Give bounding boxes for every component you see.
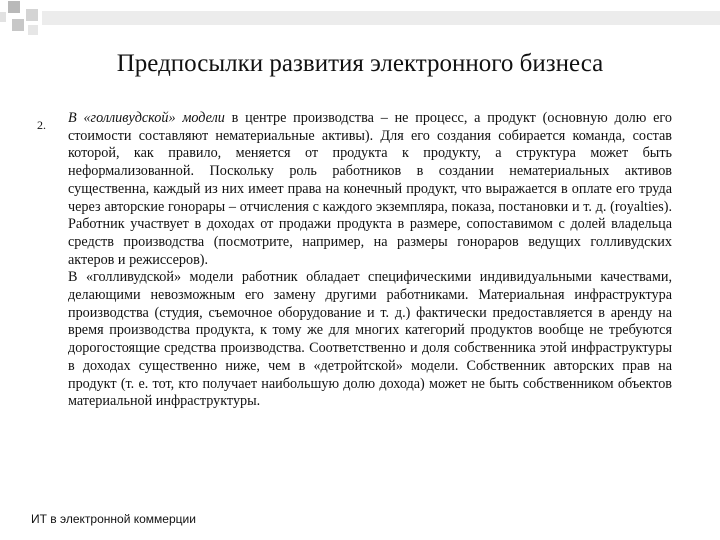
- slide-footer: ИТ в электронной коммерции: [31, 512, 196, 526]
- paragraph-1-text: в центре производства – не процесс, а продукт (основную долю его стоимости составляют нематериальные активы). Для его создания собирается команда, состав которой, как правило, меняется от продукта к продукту, а структура может быть неформализованной. Поскольку роль работников в создании нематериальных активов существенна, каждый из них имеет права на конечный продукт, что выражается в оплате его труда через авторские гонорары – отчисления с каждого экземпляра, показа, постановки и т. д. (royalties). Работник участвует в доходах от продажи продукта в размере, сопоставимом с долей владельца средств производства (посмотрите, например, на размеры гонораров ведущих голливудских актеров и режиссеров).: [68, 110, 672, 268]
- header-bar: [42, 11, 720, 25]
- paragraph-1-italic: В «голливудской» модели: [68, 110, 225, 126]
- header-decoration: [0, 0, 720, 40]
- slide-body: [68, 110, 672, 411]
- slide-title: Предпосылки развития электронного бизнеса: [116, 50, 604, 77]
- paragraph-2: В «голливудской» модели работник обладает специфическими индивидуальными качествами, делающими невозможным его замену другими работниками. Материальная инфраструктура производства (студия, съемочное оборудование и т. д.) фактически предоставляется в аренду на время производства продукта, к тому же для многих категорий продуктов вообще не требуются дорогостоящие средства производства. Соответственно и доля собственника этой инфраструктуры в доходах существенно ниже, чем в «детройтской» модели. Собственник авторских прав на продукт (т. е. тот, кто получает наибольшую долю дохода) может не быть собственником объектов материальной инфраструктуры.: [68, 269, 672, 410]
- header-square: [0, 12, 6, 22]
- header-square: [8, 1, 20, 13]
- header-square: [26, 9, 38, 21]
- header-square: [12, 19, 24, 31]
- paragraph-1: [68, 110, 672, 269]
- list-marker: 2.: [37, 118, 46, 132]
- header-square: [28, 25, 38, 35]
